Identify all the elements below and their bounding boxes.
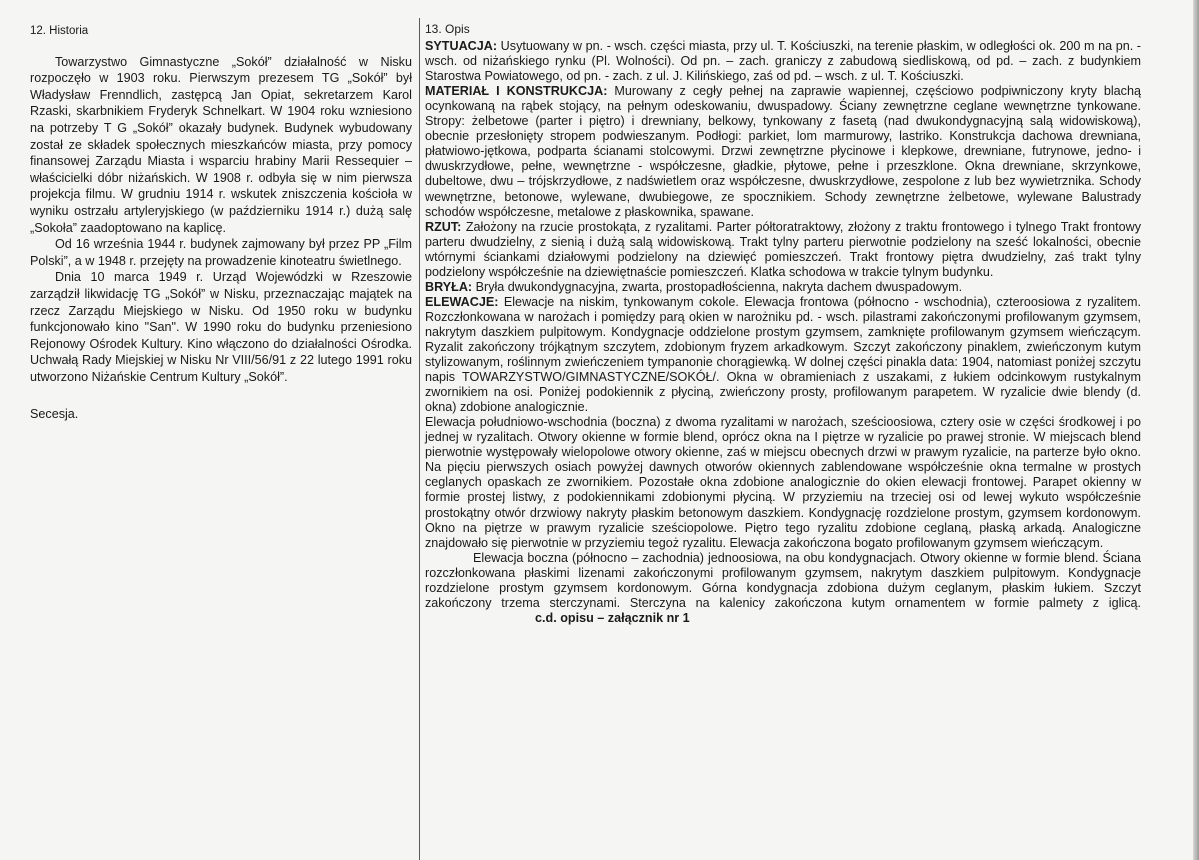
sytuacja-label: SYTUACJA:	[425, 39, 498, 54]
sytuacja-text: Usytuowany w pn. - wsch. części miasta, przy ul. T. Kościuszki, na terenie płaskim, w odległości ok. 200 m na pn. - wsch. od niżańskiego rynku (Pl. Wolności). Od pn. – zach. graniczy z zabudową siedliskową, od pd. – zach. z budynkiem Starostwa Powiatowego, od pn. - zach. z ul. J. Kilińskiego, zaś od pd. – wsch. z ul. T. Kościuszki.	[425, 39, 1141, 84]
history-paragraph-1: Towarzystwo Gimnastyczne „Sokół” działalność w Nisku rozpoczęło w 1903 roku. Pierwszym prezesem TG „Sokół” był Władysław Frenndlich, zastępcą Jan Opiat, sekretarzem Karol Rzaski, skarbnikiem Fryderyk Schnelkart. W 1904 roku wzniesiono na potrzeby T G „Sokół” okazały budynek. Budynek wybudowany został ze składek społecznych mieszkańców miasta, przy pomocy finansowej Zarządu Miasta i wsparciu hrabiny Marii Ressequier – właścicielki dóbr niżańskich. W 1908 r. odbyła się w nim pierwsza projekcja filmu. W grudniu 1914 r. wskutek zniszczenia kościoła w wyniku ostrzału artyleryjskiego (w październiku 1914 r.) dużą salę „Sokoła” zaadoptowano na kaplicę.	[30, 54, 412, 235]
material-text: Murowany z cegły pełnej na zaprawie wapiennej, częściowo podpiwniczony kryty blachą ocynkowaną na rąbek stojący, na pełnym odeskowaniu, dwuspadowy. Ściany zewnętrzne ceglane wewnętrzne tynkowane. Stropy: żelbetowe (parter i piętro) i drewniany, belkowy, tynkowany z fasetą (nad dwukondygnacyjną salą widowiskową), obecnie przesłonięty stropem podwieszanym. Podłogi: parkiet, lom marmurowy, lastriko. Konstrukcja dachowa drewniana, płatwiowo-jętkowa, podparta ścianami stolcowymi. Drzwi zewnętrzne płycinowe i klepkowe, drewniane, futrynowe, jedno- i dwuskrzydłowe, pełne, wewnętrzne - współczesne, gładkie, płytowe, pełne i przeszklone. Okna drewniane, skrzynkowe, dubeltowe, dwu – trójskrzydłowe, z nadświetlem oraz współczesne, dwuskrzydłowe, zespolone z lub bez wywietrznika. Schody wewnętrzne, betonowe, wylewane, dwubiegowe, ze spocznikiem. Schody zewnętrzne żelbetowe, wylewane Balustrady schodów współczesne, metalowe z płaskownika, spawane.	[425, 84, 1141, 219]
history-paragraph-2: Od 16 września 1944 r. budynek zajmowany był przez PP „Film Polski”, a w 1948 r. przejęty na prowadzenie kinoteatru świetlnego.	[30, 237, 412, 268]
history-paragraph-3: Dnia 10 marca 1949 r. Urząd Wojewódzki w Rzeszowie zarządził likwidację TG „Sokół” w Nisku, przeznaczając majątek na rzecz Zarządu Miejskiego w Nisku. Od 1950 roku w budynku funkcjonowało kino "San". W 1990 roku do budynku przeniesiono Rejonowy Ośrodek Kultury. Kino włączono do działalności Ośrodka. Uchwałą Rady Miejskiej w Nisku Nr VIII/56/91 z 22 lutego 1991 roku utworzono Niżańskie Centrum Kultury „Sokół”.	[30, 270, 412, 384]
description-heading: 13. Opis	[425, 22, 470, 36]
bryla-label: BRYŁA:	[425, 279, 473, 294]
attachment-reference: c.d. opisu – załącznik nr 1	[535, 610, 690, 625]
column-divider	[419, 18, 420, 860]
elewacja-pn-text: Elewacja boczna (północno – zachodnia) jednoosiowa, na obu kondygnacjach. Otwory okienne w formie blend. Ściana rozczłonkowana płaskimi lizenami zakończonymi profilowanym gzymsem, nakrytym daszkiem pulpitowym. Kondygnacje rozdzielone prostym gzymsem kordonowym. Górna kondygnacja zdobiona dużym ceglanym, płaskim łukiem. Szczyt zakończony trzema sterczynami. Sterczyna na kalenicy zakończona kutym ornamentem w formie palmety z iglicą.	[425, 550, 1141, 610]
rzut-text: Założony na rzucie prostokąta, z ryzalitami. Parter półtoratraktowy, złożony z traktu frontowego i tylnego Trakt frontowy parteru dwudzielny, z sienią i dużą salą widowiskową. Trakt tylny parteru pierwotnie podzielony na sześć lokalności, obecnie wtórnymi ściankami działowymi podzielony na dziewięć pomieszczeń. Trakt frontowy piętra dwudzielny, zaś trakt tylny podzielony współcześnie na dziewiętnaście pomieszczeń. Klatka schodowa w trakcie tylnym budynku.	[425, 219, 1141, 279]
material-section	[425, 84, 1141, 219]
elewacje-label: ELEWACJE:	[425, 294, 499, 309]
sytuacja-section	[425, 39, 1141, 84]
elewacja-pd-paragraph: Elewacja południowo-wschodnia (boczna) z dwoma ryzalitami w narożach, sześcioosiowa, cztery osie w części środkowej i po jednej w ryzalitach. Otwory okienne w formie blend, oprócz okna na I piętrze w ryzalicie po prawej stronie. W miejscach blend pierwotnie występowały wielopolowe otwory okienne, zaś w miejscu obecnych drzwi w prawym ryzalicie, na parterze było okno. Na pięciu pierwszych osiach powyżej dawnych otworów okiennych zablendowane współcześnie okna termalne w prostych ceglanych opaskach ze zwornikiem. Pozostałe okna zdobione analogicznie do okien elewacji frontowej. Parapet okienny w formie prostej listwy, z podokiennikami zdobionymi płyciną. W przyziemiu na trzeciej osi od lewej wykuto współcześnie prostokątny otwór drzwiowy nakryty płaskim betonowym daszkiem. Kondygnację rozdzielone prostym, gzymsem kordonowym. Okno na piętrze w prawym ryzalicie sześciopolowe. Piętro tego ryzalitu zdobione ceglaną, płaską arkadą. Analogiczne znajdowało się pierwotnie w przyziemiu tegoż ryzalitu. Elewacja zakończona bogato profilowanym gzymsem wieńczącym.	[425, 415, 1141, 550]
scan-edge	[1193, 0, 1199, 860]
bryla-text: Bryła dwukondygnacyjna, zwarta, prostopadłościenna, nakryta dachem dwuspadowym.	[472, 279, 963, 294]
description-column	[425, 22, 1141, 626]
bryla-section	[425, 280, 1141, 295]
style-note: Secesja.	[30, 407, 79, 422]
material-label: MATERIAŁ I KONSTRUKCJA:	[425, 84, 608, 99]
elewacje-text: Elewacje na niskim, tynkowanym cokole. Elewacja frontowa (północno - wschodnia), czteroosiowa z ryzalitem. Rozczłonkowana w narożach i pomiędzy parą okien w narożniku pd. - wsch. pilastrami zakończonymi profilowanym gzymsem, nakrytym daszkiem pulpitowym. Kondygnacje oddzielone prostym gzymsem, zamknięte profilowanym gzymsem wieńczącym. Ryzalit zakończony trójkątnym szczytem, zdobionym fryzem arkadkowym. Szczyt zakończony pinaklem, zwieńczonym kutym stylizowanym, roślinnym zwieńczeniem tympanonie chorągiewką. W dolnej części pinakla data: 1904, natomiast poniżej szczytu napis TOWARZYSTWO/GIMNASTYCZNE/SOKÓŁ/. Okna w obramieniach z uszakami, z łukiem odcinkowym rustykalnym zwornikiem na osi. Poniżej podokiennik z płyciną, zwieńczony prosty, profilowanym parapetem. W ryzalicie dwie blendy (d. okna) zdobione analogicznie.	[425, 294, 1141, 415]
rzut-section	[425, 220, 1141, 280]
elewacje-section	[425, 295, 1141, 415]
history-column	[30, 23, 412, 423]
history-heading: 12. Historia	[30, 25, 89, 37]
elewacja-pn-paragraph	[425, 551, 1141, 626]
rzut-label: RZUT:	[425, 219, 462, 234]
